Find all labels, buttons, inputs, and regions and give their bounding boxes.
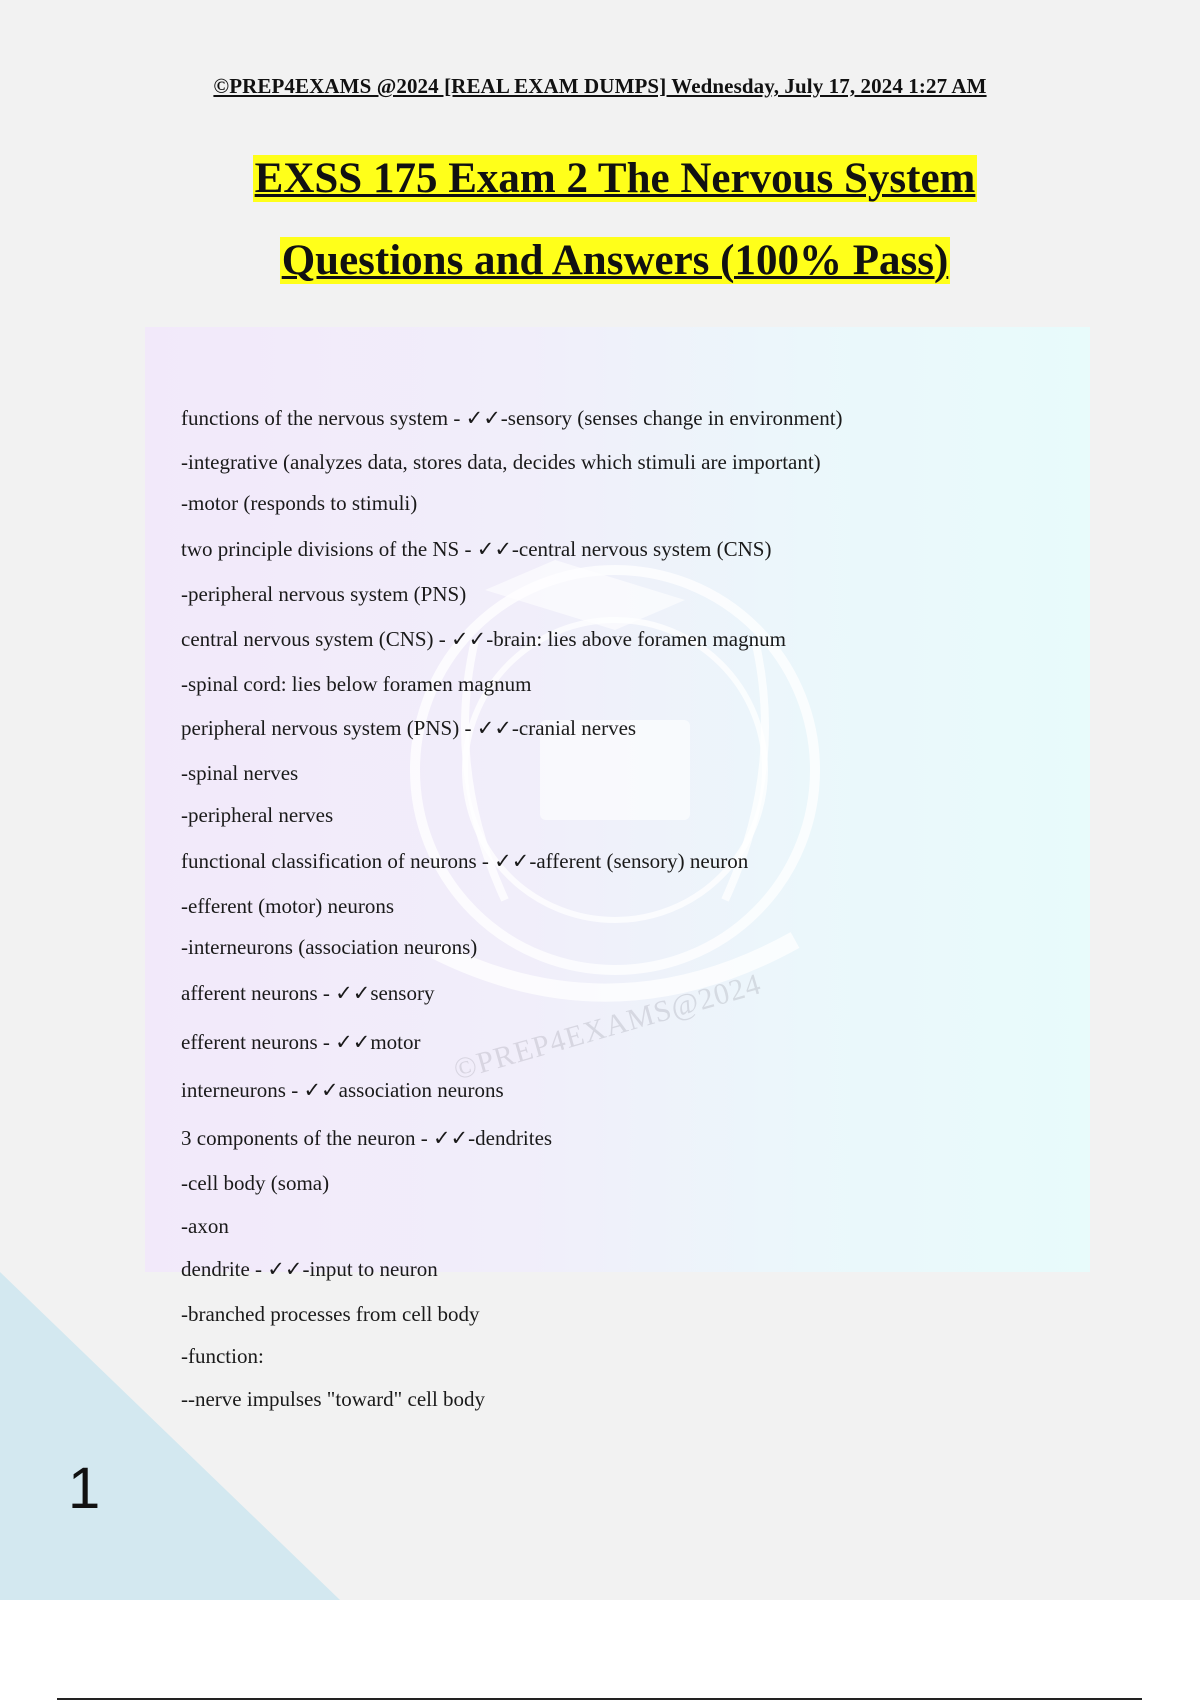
qa-line: functional classification of neurons - ✓✓-afferent (sensory) neuron [181, 849, 749, 873]
document-title-line-1 [0, 150, 1200, 208]
qa-line: 3 components of the neuron - ✓✓-dendrites [181, 1126, 553, 1150]
qa-line: afferent neurons - ✓✓sensory [181, 981, 435, 1005]
qa-line: -efferent (motor) neurons [181, 894, 395, 918]
qa-line: -branched processes from cell body [181, 1302, 480, 1326]
title-line-2-text: Questions and Answers (100% Pass) [281, 237, 949, 284]
qa-line: -motor (responds to stimuli) [181, 491, 418, 515]
qa-line: interneurons - ✓✓association neurons [181, 1078, 504, 1102]
qa-line: two principle divisions of the NS - ✓✓-central nervous system (CNS) [181, 537, 772, 561]
qa-line: central nervous system (CNS) - ✓✓-brain: lies above foramen magnum [181, 627, 786, 651]
qa-line: -spinal cord: lies below foramen magnum [181, 672, 532, 696]
qa-line: -spinal nerves [181, 761, 299, 785]
qa-line: --nerve impulses "toward" cell body [181, 1387, 486, 1411]
title-line-1-text: EXSS 175 Exam 2 The Nervous System [254, 155, 976, 202]
document-title-line-2 [0, 232, 1200, 290]
qa-line: -peripheral nervous system (PNS) [181, 582, 467, 606]
qa-line: efferent neurons - ✓✓motor [181, 1030, 421, 1054]
qa-line: -function: [181, 1344, 264, 1368]
qa-line: -cell body (soma) [181, 1171, 330, 1195]
header-text: ©PREP4EXAMS @2024 [REAL EXAM DUMPS] Wednesday, July 17, 2024 1:27 AM [213, 74, 987, 98]
page-number: 1 [68, 1456, 101, 1521]
qa-line: peripheral nervous system (PNS) - ✓✓-cranial nerves [181, 716, 637, 740]
qa-line: -integrative (analyzes data, stores data, decides which stimuli are important) [181, 450, 821, 474]
watermark-text: ©PREP4EXAMS@2024 [450, 967, 765, 1087]
qa-line: dendrite - ✓✓-input to neuron [181, 1257, 438, 1281]
qa-line: -interneurons (association neurons) [181, 935, 478, 959]
qa-line: -axon [181, 1214, 229, 1238]
qa-line: functions of the nervous system - ✓✓-sensory (senses change in environment) [181, 406, 843, 430]
qa-line: -peripheral nerves [181, 803, 334, 827]
